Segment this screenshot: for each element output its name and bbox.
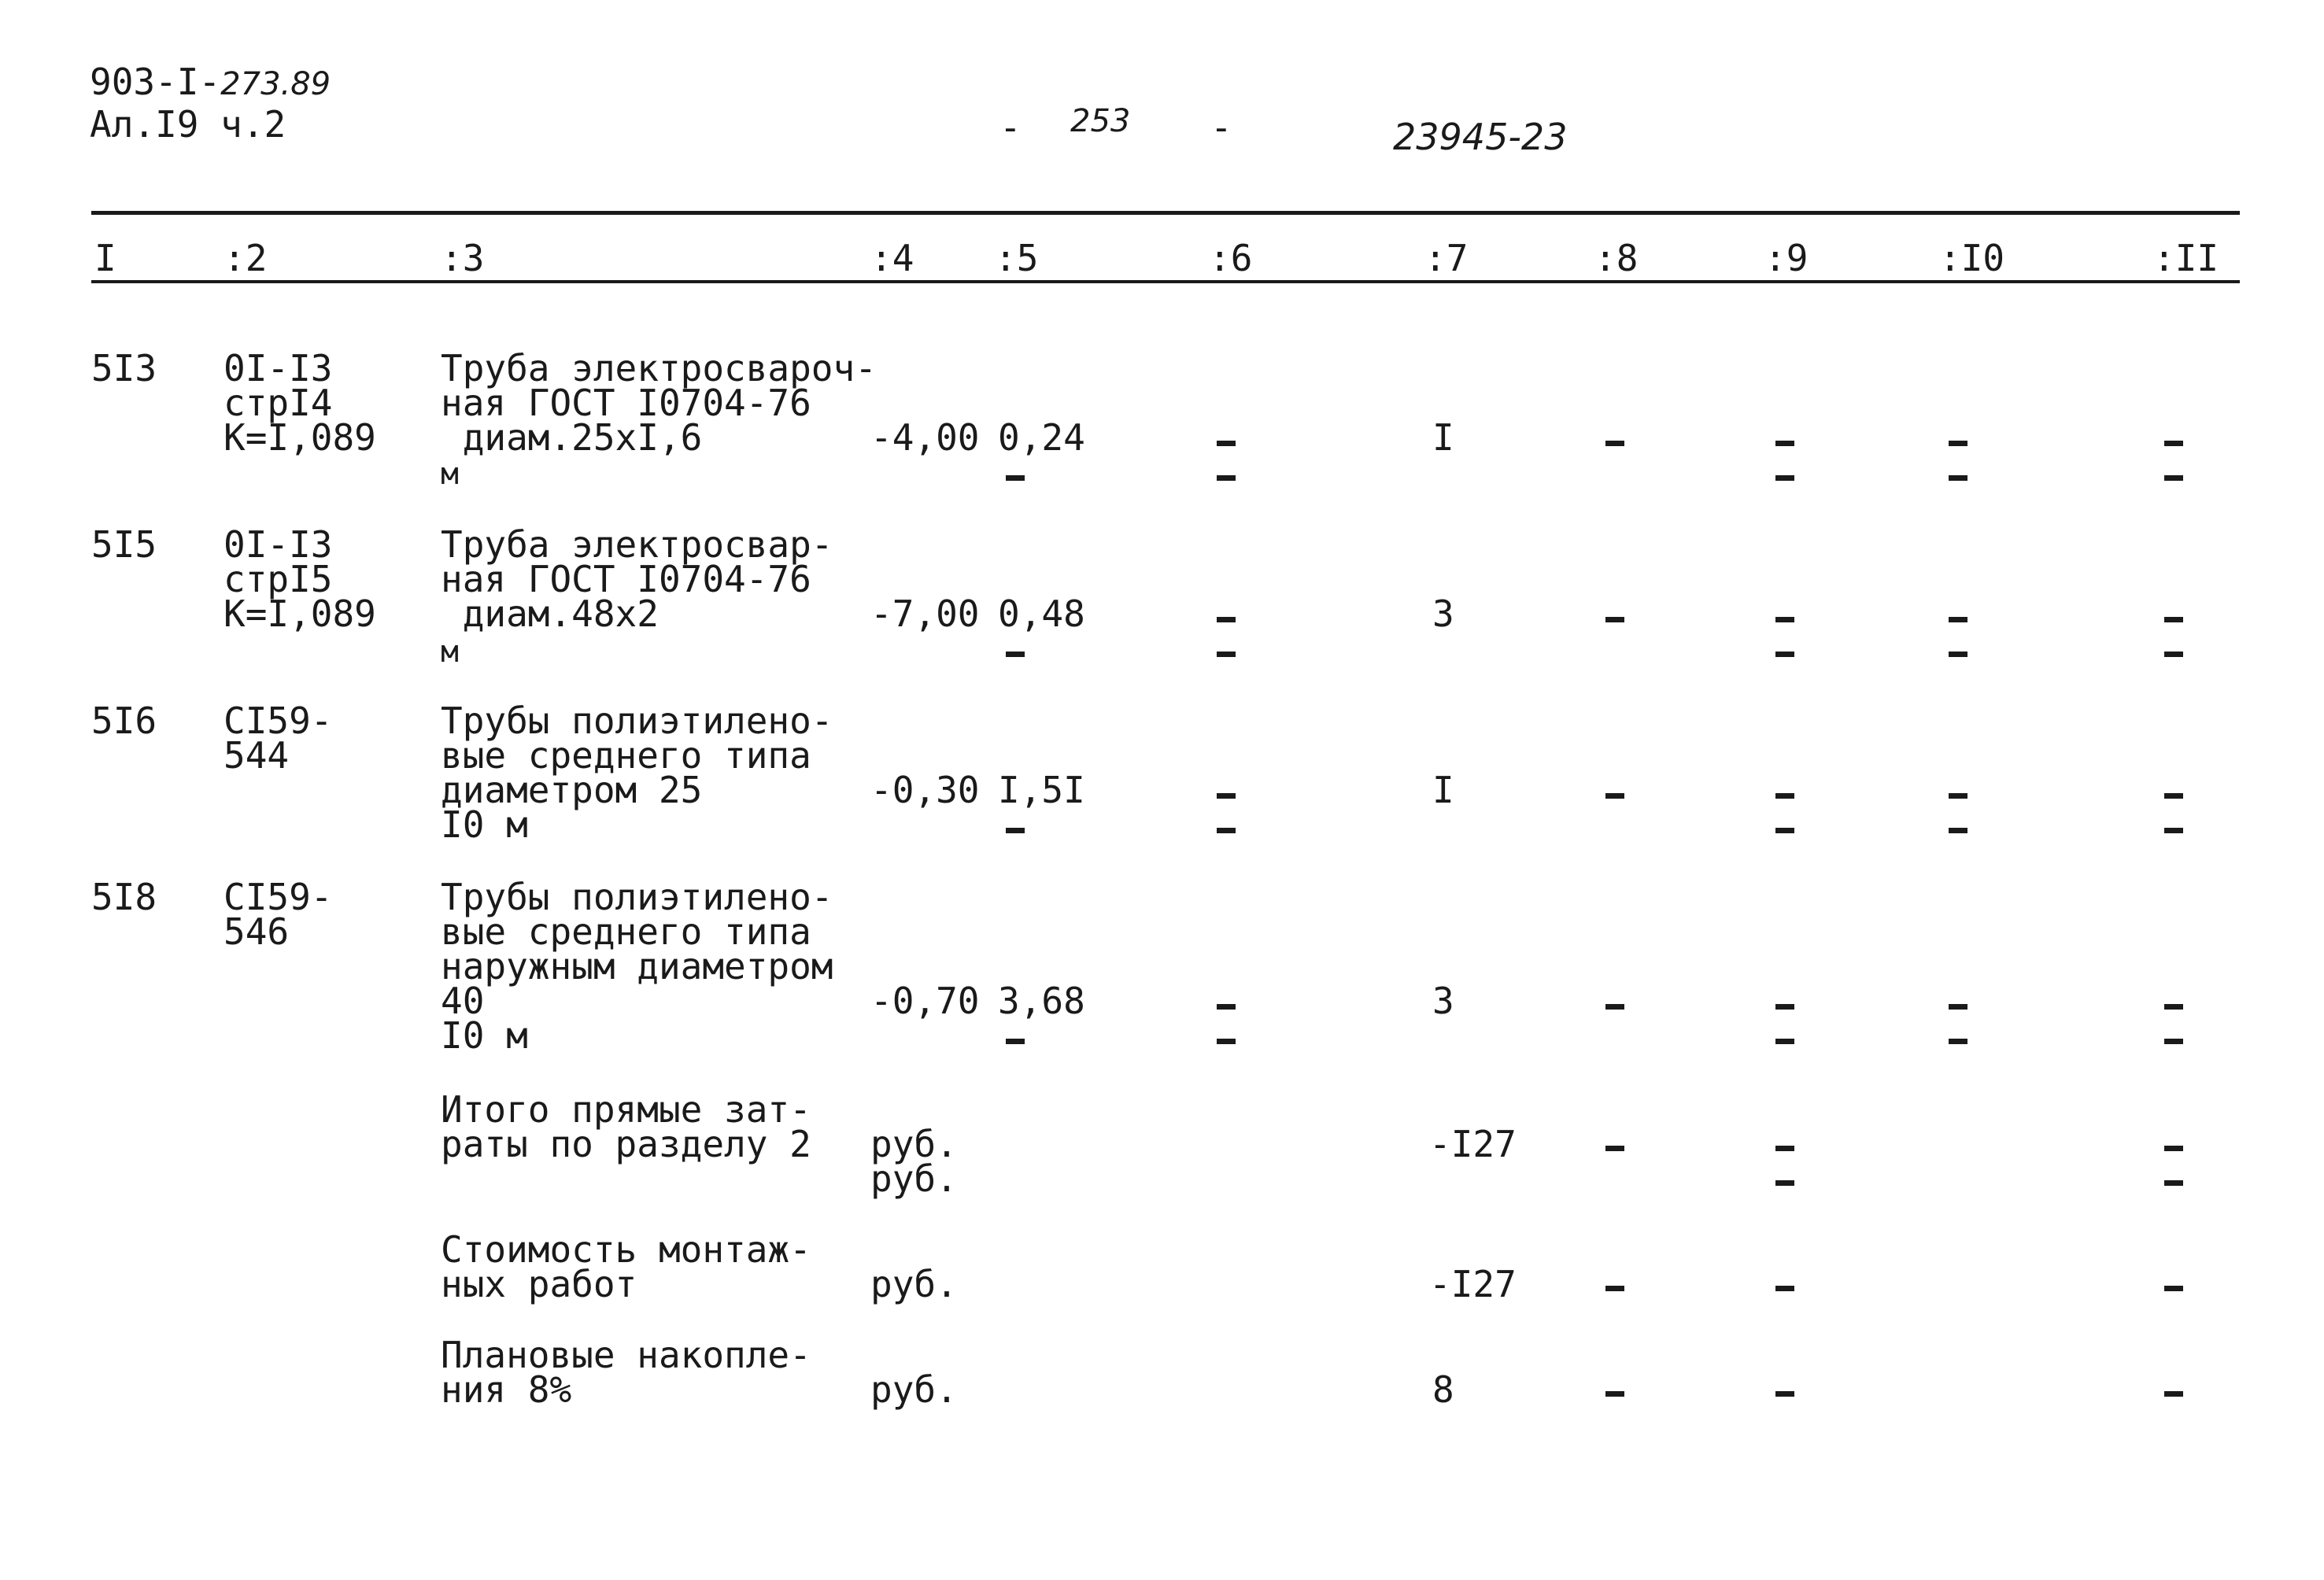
document-code-handwritten: 273.89 (220, 66, 331, 102)
row-code-line: стрI4 (224, 382, 333, 424)
column-header-11: :II (2153, 237, 2219, 279)
dash-mark (2164, 441, 2183, 446)
dash-mark (1775, 1180, 1794, 1186)
dash-mark (1605, 1146, 1624, 1151)
total-unit: руб. (870, 1123, 958, 1165)
dash-mark (1949, 475, 1967, 481)
row-description-line: Труба электросвар- (441, 523, 833, 566)
dash-mark (1006, 1039, 1025, 1044)
dash-mark (1006, 475, 1025, 481)
dash-mark (1775, 828, 1794, 833)
row-number: 5I6 (91, 700, 157, 742)
table-header-rule (91, 280, 2240, 283)
dash-mark (2164, 617, 2183, 622)
dash-mark (1949, 1039, 1967, 1044)
column-header-10: :I0 (1939, 237, 2005, 279)
row-description-line: диам.48х2 (441, 592, 659, 635)
dash-mark (1775, 1039, 1794, 1044)
dash-mark (1217, 441, 1236, 446)
total-description-line: Плановые накопле- (441, 1334, 811, 1376)
row-description-line: вые среднего типа (441, 734, 811, 777)
row-code-line: К=I,089 (224, 416, 376, 459)
dash-mark (1605, 441, 1624, 446)
row-code-line: 544 (224, 734, 290, 777)
dash-mark (1775, 652, 1794, 657)
row-description-line: вые среднего типа (441, 910, 811, 953)
dash-mark (1949, 828, 1967, 833)
row-quantity: -7,00 (870, 592, 980, 635)
dash-mark (2164, 1146, 2183, 1151)
inventory-number: 23945-23 (1393, 116, 1568, 158)
album-label: Ал.I9 ч.2 (90, 103, 286, 146)
row-description-line: ная ГОСТ I0704-76 (441, 382, 811, 424)
dash-mark (1949, 617, 1967, 622)
dash-mark (1605, 1391, 1624, 1397)
row-value-7: 3 (1432, 980, 1454, 1022)
dash-mark (1775, 793, 1794, 799)
row-unit: м (441, 456, 459, 491)
column-header-4: :4 (870, 237, 914, 279)
column-header-5: :5 (995, 237, 1039, 279)
column-header-3: :3 (441, 237, 485, 279)
row-code-line: СI59- (224, 876, 333, 918)
dash-mark (2164, 793, 2183, 799)
document-code-prefix: 903-I- (90, 61, 221, 103)
dash-mark (1605, 617, 1624, 622)
row-value-7: 3 (1432, 592, 1454, 635)
row-description-line: диаметром 25 (441, 769, 703, 811)
row-description-line: диам.25хI,6 (441, 416, 703, 459)
dash-mark (1775, 1004, 1794, 1010)
total-value-7: -I27 (1429, 1263, 1517, 1305)
dash-mark (1605, 793, 1624, 799)
row-description-line: Трубы полиэтилено- (441, 876, 833, 918)
total-value-7: -I27 (1429, 1123, 1517, 1165)
table-top-rule (91, 211, 2240, 215)
dash-mark (2164, 1180, 2183, 1186)
row-value-5: 0,48 (998, 592, 1085, 635)
total-value-7: 8 (1432, 1368, 1454, 1411)
total-unit: руб. (870, 1263, 958, 1305)
row-code-line: 0I-I3 (224, 523, 333, 566)
row-value-7: I (1432, 769, 1454, 811)
dash-mark (1006, 828, 1025, 833)
dash-mark (1775, 1146, 1794, 1151)
dash-mark (2164, 1286, 2183, 1291)
dash-mark (2164, 652, 2183, 657)
dash-mark (1217, 828, 1236, 833)
total-description-line: ных работ (441, 1263, 637, 1305)
dash-mark (2164, 475, 2183, 481)
row-code-line: СI59- (224, 700, 333, 742)
dash-mark (1775, 475, 1794, 481)
column-header-6: :6 (1209, 237, 1253, 279)
dash-mark (2164, 1004, 2183, 1010)
dash-mark (2164, 1391, 2183, 1397)
dash-mark (1775, 617, 1794, 622)
dash-mark (1217, 793, 1236, 799)
column-header-7: :7 (1424, 237, 1469, 279)
dash-mark (1949, 793, 1967, 799)
row-quantity: -0,70 (870, 980, 980, 1022)
row-description-line: ная ГОСТ I0704-76 (441, 558, 811, 600)
dash-mark (1949, 441, 1967, 446)
row-description-line: Труба электросвароч- (441, 347, 877, 389)
row-quantity: -4,00 (870, 416, 980, 459)
dash-mark (1217, 652, 1236, 657)
total-description-line: Итого прямые зат- (441, 1088, 811, 1131)
dash-mark (1775, 1391, 1794, 1397)
dash-mark (1605, 1004, 1624, 1010)
column-header-8: :8 (1594, 237, 1639, 279)
row-description-line: наружным диаметром (441, 945, 833, 988)
row-quantity: -0,30 (870, 769, 980, 811)
page-dash-left: - (999, 106, 1022, 149)
column-header-1: I (94, 237, 116, 279)
dash-mark (1775, 441, 1794, 446)
row-value-5: 0,24 (998, 416, 1085, 459)
page-dash-right: - (1210, 106, 1232, 149)
page-number: 253 (1070, 103, 1131, 139)
total-unit: руб. (870, 1368, 958, 1411)
dash-mark (1217, 1004, 1236, 1010)
row-code-line: стрI5 (224, 558, 333, 600)
row-code-line: 546 (224, 910, 290, 953)
dash-mark (1605, 1286, 1624, 1291)
dash-mark (2164, 1039, 2183, 1044)
dash-mark (2164, 828, 2183, 833)
column-header-9: :9 (1764, 237, 1809, 279)
row-value-7: I (1432, 416, 1454, 459)
row-value-5: 3,68 (998, 980, 1085, 1022)
row-unit: I0 м (441, 1014, 528, 1057)
total-description-line: Стоимость монтаж- (441, 1228, 811, 1271)
row-code-line: К=I,089 (224, 592, 376, 635)
column-header-2: :2 (224, 237, 268, 279)
row-unit: I0 м (441, 803, 528, 846)
dash-mark (1217, 475, 1236, 481)
dash-mark (1949, 1004, 1967, 1010)
row-description-line: Трубы полиэтилено- (441, 700, 833, 742)
row-number: 5I3 (91, 347, 157, 389)
total-description-line: раты по разделу 2 (441, 1123, 811, 1165)
dash-mark (1006, 652, 1025, 657)
row-code-line: 0I-I3 (224, 347, 333, 389)
row-description-line: 40 (441, 980, 485, 1022)
dash-mark (1949, 652, 1967, 657)
row-number: 5I5 (91, 523, 157, 566)
total-unit: руб. (870, 1157, 958, 1200)
dash-mark (1775, 1286, 1794, 1291)
dash-mark (1217, 617, 1236, 622)
row-unit: м (441, 634, 459, 669)
dash-mark (1217, 1039, 1236, 1044)
row-value-5: I,5I (998, 769, 1085, 811)
document-code (90, 61, 331, 103)
total-description-line: ния 8% (441, 1368, 572, 1411)
row-number: 5I8 (91, 876, 157, 918)
